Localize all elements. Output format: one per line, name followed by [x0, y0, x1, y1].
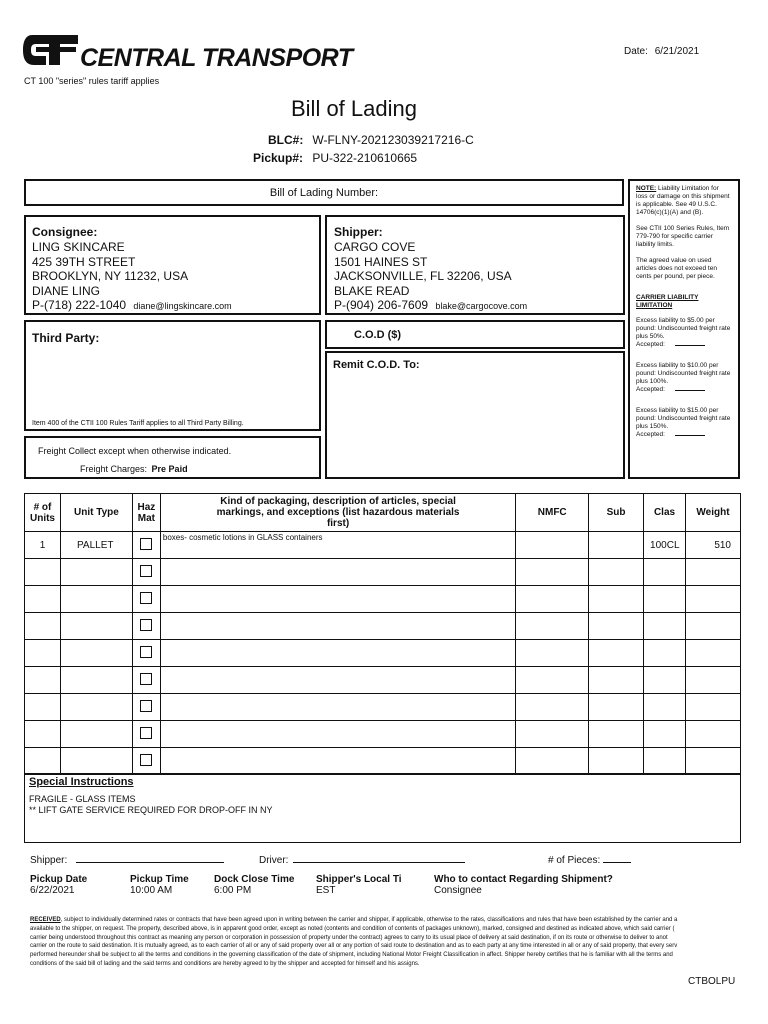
table-header-row — [25, 494, 741, 532]
cell-haz — [132, 640, 160, 667]
cell-unit-type — [60, 721, 132, 748]
table-row — [25, 748, 741, 775]
pickup-value: PU-322-210610665 — [312, 151, 418, 165]
table-row — [25, 667, 741, 694]
liability-note — [636, 185, 732, 217]
remit-cod-heading: Remit C.O.D. To: — [333, 359, 420, 371]
hazmat-checkbox[interactable] — [140, 754, 152, 766]
special-heading: Special Instructions — [29, 776, 134, 788]
contact-regarding-shipment: Who to contact Regarding Shipment? Consignee — [434, 874, 613, 896]
cell-description — [160, 613, 515, 640]
third-party-note: Item 400 of the CTII 100 Rules Tariff applies to all Third Party Billing. — [32, 420, 244, 427]
hazmat-checkbox[interactable] — [140, 538, 152, 550]
third-party-heading: Third Party: — [32, 331, 100, 345]
company-name: CENTRAL TRANSPORT — [80, 44, 353, 72]
cell-units — [25, 640, 61, 667]
cell-nmfc — [516, 613, 589, 640]
consignee-street: 425 39TH STREET — [32, 254, 136, 269]
col-unit-type: Unit Type — [60, 494, 132, 532]
cell-sub — [589, 667, 644, 694]
cell-nmfc — [516, 748, 589, 775]
cell-units — [25, 667, 61, 694]
cell-class — [644, 613, 686, 640]
shipper-box — [325, 215, 625, 315]
cell-class — [644, 721, 686, 748]
cell-description — [160, 694, 515, 721]
shipper-signature[interactable]: Shipper: — [30, 855, 224, 866]
pieces-field[interactable]: # of Pieces: — [548, 855, 631, 866]
agreed-text: The agreed value on used articles does not exceed ten cents per pound, per piece. — [636, 257, 717, 280]
cod-box — [325, 320, 625, 349]
date-value: 6/21/2021 — [654, 46, 700, 57]
cell-weight — [686, 748, 741, 775]
col-haz: Haz Mat — [132, 494, 160, 532]
liability-option-2: Excess liability to $10.00 per pound: Undiscounted freight rate plus 100%. Accepted: — [636, 362, 731, 393]
consignee-contact: DIANE LING — [32, 283, 101, 298]
note-label: NOTE: — [636, 185, 657, 192]
col-description: Kind of packaging, description of articles, special markings, and exceptions (list hazardous materials first) — [160, 494, 515, 532]
cell-unit-type — [60, 748, 132, 775]
cell-weight — [686, 559, 741, 586]
cell-description: boxes- cosmetic lotions in GLASS containers — [160, 532, 515, 559]
cell-nmfc — [516, 532, 589, 559]
cell-units — [25, 694, 61, 721]
hazmat-checkbox[interactable] — [140, 565, 152, 577]
cell-nmfc — [516, 559, 589, 586]
cod-heading: C.O.D ($) — [354, 329, 402, 341]
cell-class — [644, 667, 686, 694]
remit-cod-box — [325, 351, 625, 479]
ct-logo-icon — [22, 33, 80, 67]
hazmat-checkbox[interactable] — [140, 646, 152, 658]
table-row — [25, 586, 741, 613]
col-sub: Sub — [589, 494, 644, 532]
cell-class: 100CL — [644, 532, 686, 559]
cell-units — [25, 613, 61, 640]
cell-haz — [132, 667, 160, 694]
special-line-1: FRAGILE - GLASS ITEMS — [29, 794, 136, 804]
cell-description — [160, 586, 515, 613]
shipper-contact: BLAKE READ — [334, 283, 410, 298]
accepted-line[interactable] — [675, 434, 705, 436]
table-row — [25, 694, 741, 721]
consignee-city: BROOKLYN, NY 11232, USA — [32, 269, 189, 283]
cell-weight: 510 — [686, 532, 741, 559]
date-label: Date: — [624, 46, 648, 57]
cell-nmfc — [516, 667, 589, 694]
cell-units: 1 — [25, 532, 61, 559]
table-row — [25, 640, 741, 667]
pickup-time: Pickup Time 10:00 AM — [130, 874, 189, 896]
table-row — [25, 532, 741, 559]
third-party-box — [24, 320, 321, 431]
cell-class — [644, 640, 686, 667]
cell-haz — [132, 559, 160, 586]
hazmat-checkbox[interactable] — [140, 619, 152, 631]
rules-text: See CTII 100 Series Rules, Item 779-790 for specific carrier liability limits. — [636, 225, 730, 248]
cell-description — [160, 640, 515, 667]
cell-sub — [589, 613, 644, 640]
cell-weight — [686, 640, 741, 667]
footer-code: CTBOLPU — [688, 976, 736, 987]
cell-sub — [589, 586, 644, 613]
cell-sub — [589, 532, 644, 559]
accepted-line[interactable] — [675, 389, 705, 391]
hazmat-checkbox[interactable] — [140, 592, 152, 604]
consignee-phone: P-(718) 222-1040 — [32, 298, 127, 312]
consignee-heading: Consignee: — [32, 225, 98, 239]
date-row — [624, 46, 699, 57]
special-line-2: ** LIFT GATE SERVICE REQUIRED FOR DROP-OFF IN NY — [29, 805, 273, 815]
cell-description — [160, 721, 515, 748]
cell-units — [25, 559, 61, 586]
cell-sub — [589, 640, 644, 667]
page-title: Bill of Lading — [291, 96, 417, 121]
blc-value: W-FLNY-202123039217216-C — [312, 133, 474, 147]
cell-class — [644, 586, 686, 613]
cell-description — [160, 667, 515, 694]
consignee-name: LING SKINCARE — [32, 240, 125, 254]
shipper-email: blake@cargocove.com — [435, 301, 528, 311]
cell-class — [644, 748, 686, 775]
shipper-city: JACKSONVILLE, FL 32206, USA — [334, 269, 512, 283]
cell-haz — [132, 613, 160, 640]
cell-weight — [686, 721, 741, 748]
note-text: Liability Limitation for loss or damage on this shipment is applicable. See 49 U.S.C. 14706(c)(1)(A) and (B). — [636, 185, 730, 216]
cell-sub — [589, 748, 644, 775]
cell-nmfc — [516, 640, 589, 667]
liability-sidebar — [628, 179, 740, 479]
shipper-name: CARGO COVE — [334, 240, 416, 254]
cell-description — [160, 559, 515, 586]
cell-sub — [589, 694, 644, 721]
freight-charges-label: Freight Charges: — [80, 464, 148, 474]
cell-class — [644, 559, 686, 586]
consignee-box — [24, 215, 321, 315]
pickup-label: Pickup#: — [253, 151, 304, 165]
cell-weight — [686, 586, 741, 613]
blc-row — [268, 133, 568, 147]
table-row — [25, 721, 741, 748]
tariff-note: CT 100 "series" rules tariff applies — [24, 76, 160, 86]
shipper-phone: P-(904) 206-7609 — [334, 298, 429, 312]
pickup-date: Pickup Date 6/22/2021 — [30, 874, 88, 896]
freight-collect-note: Freight Collect except when otherwise indicated. — [38, 446, 232, 456]
consignee-email: diane@lingskincare.com — [133, 301, 232, 311]
pickup-row — [253, 151, 573, 165]
cell-weight — [686, 694, 741, 721]
cell-unit-type — [60, 640, 132, 667]
cell-nmfc — [516, 694, 589, 721]
cell-units — [25, 721, 61, 748]
cell-haz — [132, 694, 160, 721]
bol-number-box — [24, 179, 624, 206]
cell-units — [25, 586, 61, 613]
received-terms: RECEIVED, subject to individually determined rates or contracts that have been agreed upon in writing between the carrier and shipper, if applicable, otherwise to the rates, classifications and rules that have been established by the carrier and a available to the shipper, on request. The property, described above, is in apparent good order, except as noted (contents and condition of contents of packages unknown), marked, consigned and destined as indicated above, which said carrier ( carrier being understood throughout this contract as meaning any person or corporation in possession of property under the contract) agrees to carry to its usual place of delivery at said destination, if on its route or otherwise to deliver to anot carrier on the route to said destination. It is mutually agreed, as to each carrier of all or any of said property over all or any portion of said route to destination and as to each party at any time interested in all or any of said property, that every serv performed hereunder shall be subject to all the terms and conditions in the governing classification of the date of shipment, including National Motor Freight Classification in affect. Shipper hereby certifies that he is familiar with all the terms and conditions of the said bill of lading and the said terms and conditions are hereby agreed to by the shipper and accepted for himself and his assigns. — [30, 917, 678, 967]
cell-weight — [686, 613, 741, 640]
hazmat-checkbox[interactable] — [140, 700, 152, 712]
cell-units — [25, 748, 61, 775]
items-table — [24, 493, 741, 775]
shipper-heading: Shipper: — [334, 225, 383, 239]
cell-haz — [132, 586, 160, 613]
shipper-street: 1501 HAINES ST — [334, 254, 428, 269]
cell-unit-type: PALLET — [60, 532, 132, 559]
freight-charges-value: Pre Paid — [151, 464, 188, 474]
cell-haz — [132, 721, 160, 748]
table-row — [25, 559, 741, 586]
cell-nmfc — [516, 721, 589, 748]
special-instructions-box — [24, 773, 741, 843]
cell-unit-type — [60, 559, 132, 586]
cell-unit-type — [60, 667, 132, 694]
cell-sub — [589, 721, 644, 748]
col-units: # of Units — [25, 494, 61, 532]
shipper-local-time: Shipper's Local Ti EST — [316, 874, 402, 896]
cell-unit-type — [60, 613, 132, 640]
bol-number-label: Bill of Lading Number: — [269, 187, 379, 199]
liability-option-3: Excess liability to $15.00 per pound: Undiscounted freight rate plus 150%. Accepted: — [636, 407, 731, 438]
company-logo — [22, 33, 80, 67]
liability-option-1: Excess liability to $5.00 per pound: Undiscounted freight rate plus 50%. Accepted: — [636, 317, 731, 348]
hazmat-checkbox[interactable] — [140, 727, 152, 739]
dock-close-time: Dock Close Time 6:00 PM — [214, 874, 295, 896]
col-weight: Weight — [686, 494, 741, 532]
cell-nmfc — [516, 586, 589, 613]
cell-class — [644, 694, 686, 721]
blc-label: BLC#: — [268, 133, 304, 147]
col-class: Clas — [644, 494, 686, 532]
freight-box — [24, 436, 321, 479]
accepted-line[interactable] — [675, 344, 705, 346]
driver-signature[interactable]: Driver: — [259, 855, 465, 866]
hazmat-checkbox[interactable] — [140, 673, 152, 685]
col-nmfc: NMFC — [516, 494, 589, 532]
cell-haz — [132, 532, 160, 559]
cell-sub — [589, 559, 644, 586]
cell-unit-type — [60, 694, 132, 721]
cell-unit-type — [60, 586, 132, 613]
table-row — [25, 613, 741, 640]
carrier-liability-heading: CARRIER LIABILITY LIMITATION — [636, 294, 699, 309]
cell-haz — [132, 748, 160, 775]
cell-description — [160, 748, 515, 775]
cell-weight — [686, 667, 741, 694]
